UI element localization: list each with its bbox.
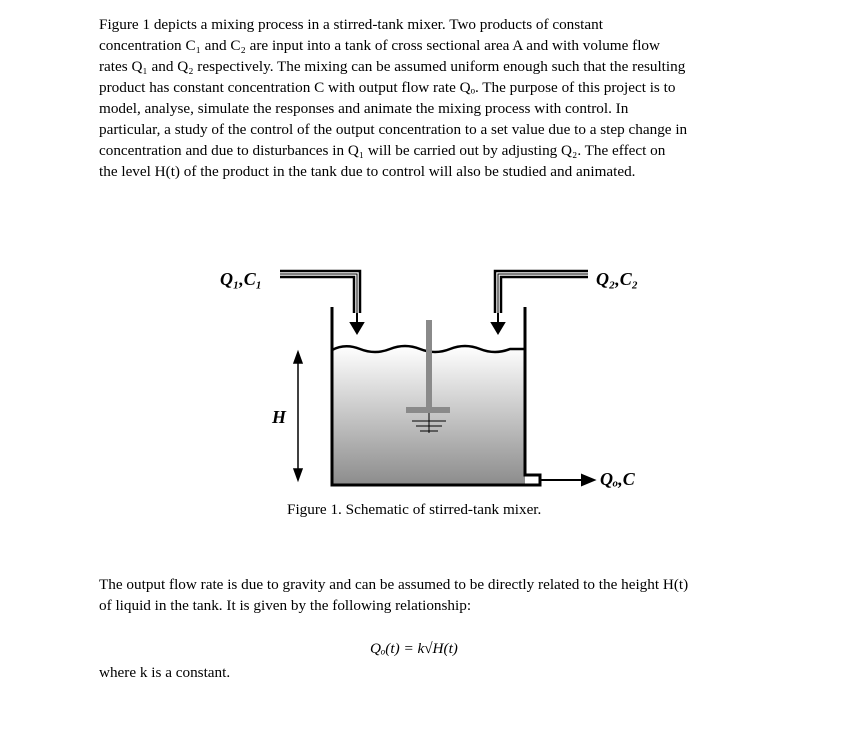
intro-line-4: product has constant concentration C with output flow rate Qₒ. The purpose of this project is to: [99, 79, 676, 96]
intro-line-6: particular, a study of the control of the output concentration to a set value due to a step change in: [99, 121, 688, 138]
label-h: H: [272, 407, 287, 427]
label-qoc: Qₒ,C: [600, 469, 635, 489]
output-flow-paragraph: [99, 574, 779, 616]
inlet-arrow-1: [351, 313, 363, 333]
height-arrow: [294, 352, 302, 480]
inlet-pipe-2-inner: [498, 274, 588, 313]
intro-line-2: concentration C₁ and C₂ are input into a tank of cross sectional area A and with volume flow: [99, 37, 660, 54]
outlet-arrow: [540, 475, 594, 485]
label-q1c1: Q₁,C₁: [220, 269, 263, 289]
inlet-pipe-1: [280, 271, 360, 313]
inlet-pipe-2: [495, 271, 588, 313]
figure-caption: Figure 1. Schematic of stirred-tank mixer.: [287, 501, 542, 518]
intro-line-1: Figure 1 depicts a mixing process in a stirred-tank mixer. Two products of constant: [99, 16, 603, 33]
intro-line-3: rates Q₁ and Q₂ respectively. The mixing can be assumed uniform enough such that the resulting: [99, 58, 686, 75]
mixer-schematic: [210, 255, 660, 495]
label-q2c2: Q₂,C₂: [596, 269, 639, 289]
flow-equation: Qₒ(t) = k√H(t): [370, 640, 458, 657]
output-flow-line-1: The output flow rate is due to gravity and can be assumed to be directly related to the height H(t): [99, 576, 689, 593]
intro-paragraph: [99, 14, 767, 182]
stirrer-blade: [406, 407, 450, 413]
intro-line-5: model, analyse, simulate the responses and animate the mixing process with control. In: [99, 100, 629, 117]
intro-line-7: concentration and due to disturbances in Q₁ will be carried out by adjusting Q₂. The effect on: [99, 142, 666, 159]
stirrer-shaft: [426, 320, 432, 410]
output-flow-line-2: of liquid in the tank. It is given by the following relationship:: [99, 597, 472, 614]
intro-line-8: the level H(t) of the product in the tank due to control will also be studied and animated.: [99, 163, 636, 180]
inlet-pipe-1-inner: [280, 274, 357, 313]
constant-note: where k is a constant.: [99, 664, 231, 681]
inlet-arrow-2: [492, 313, 504, 333]
